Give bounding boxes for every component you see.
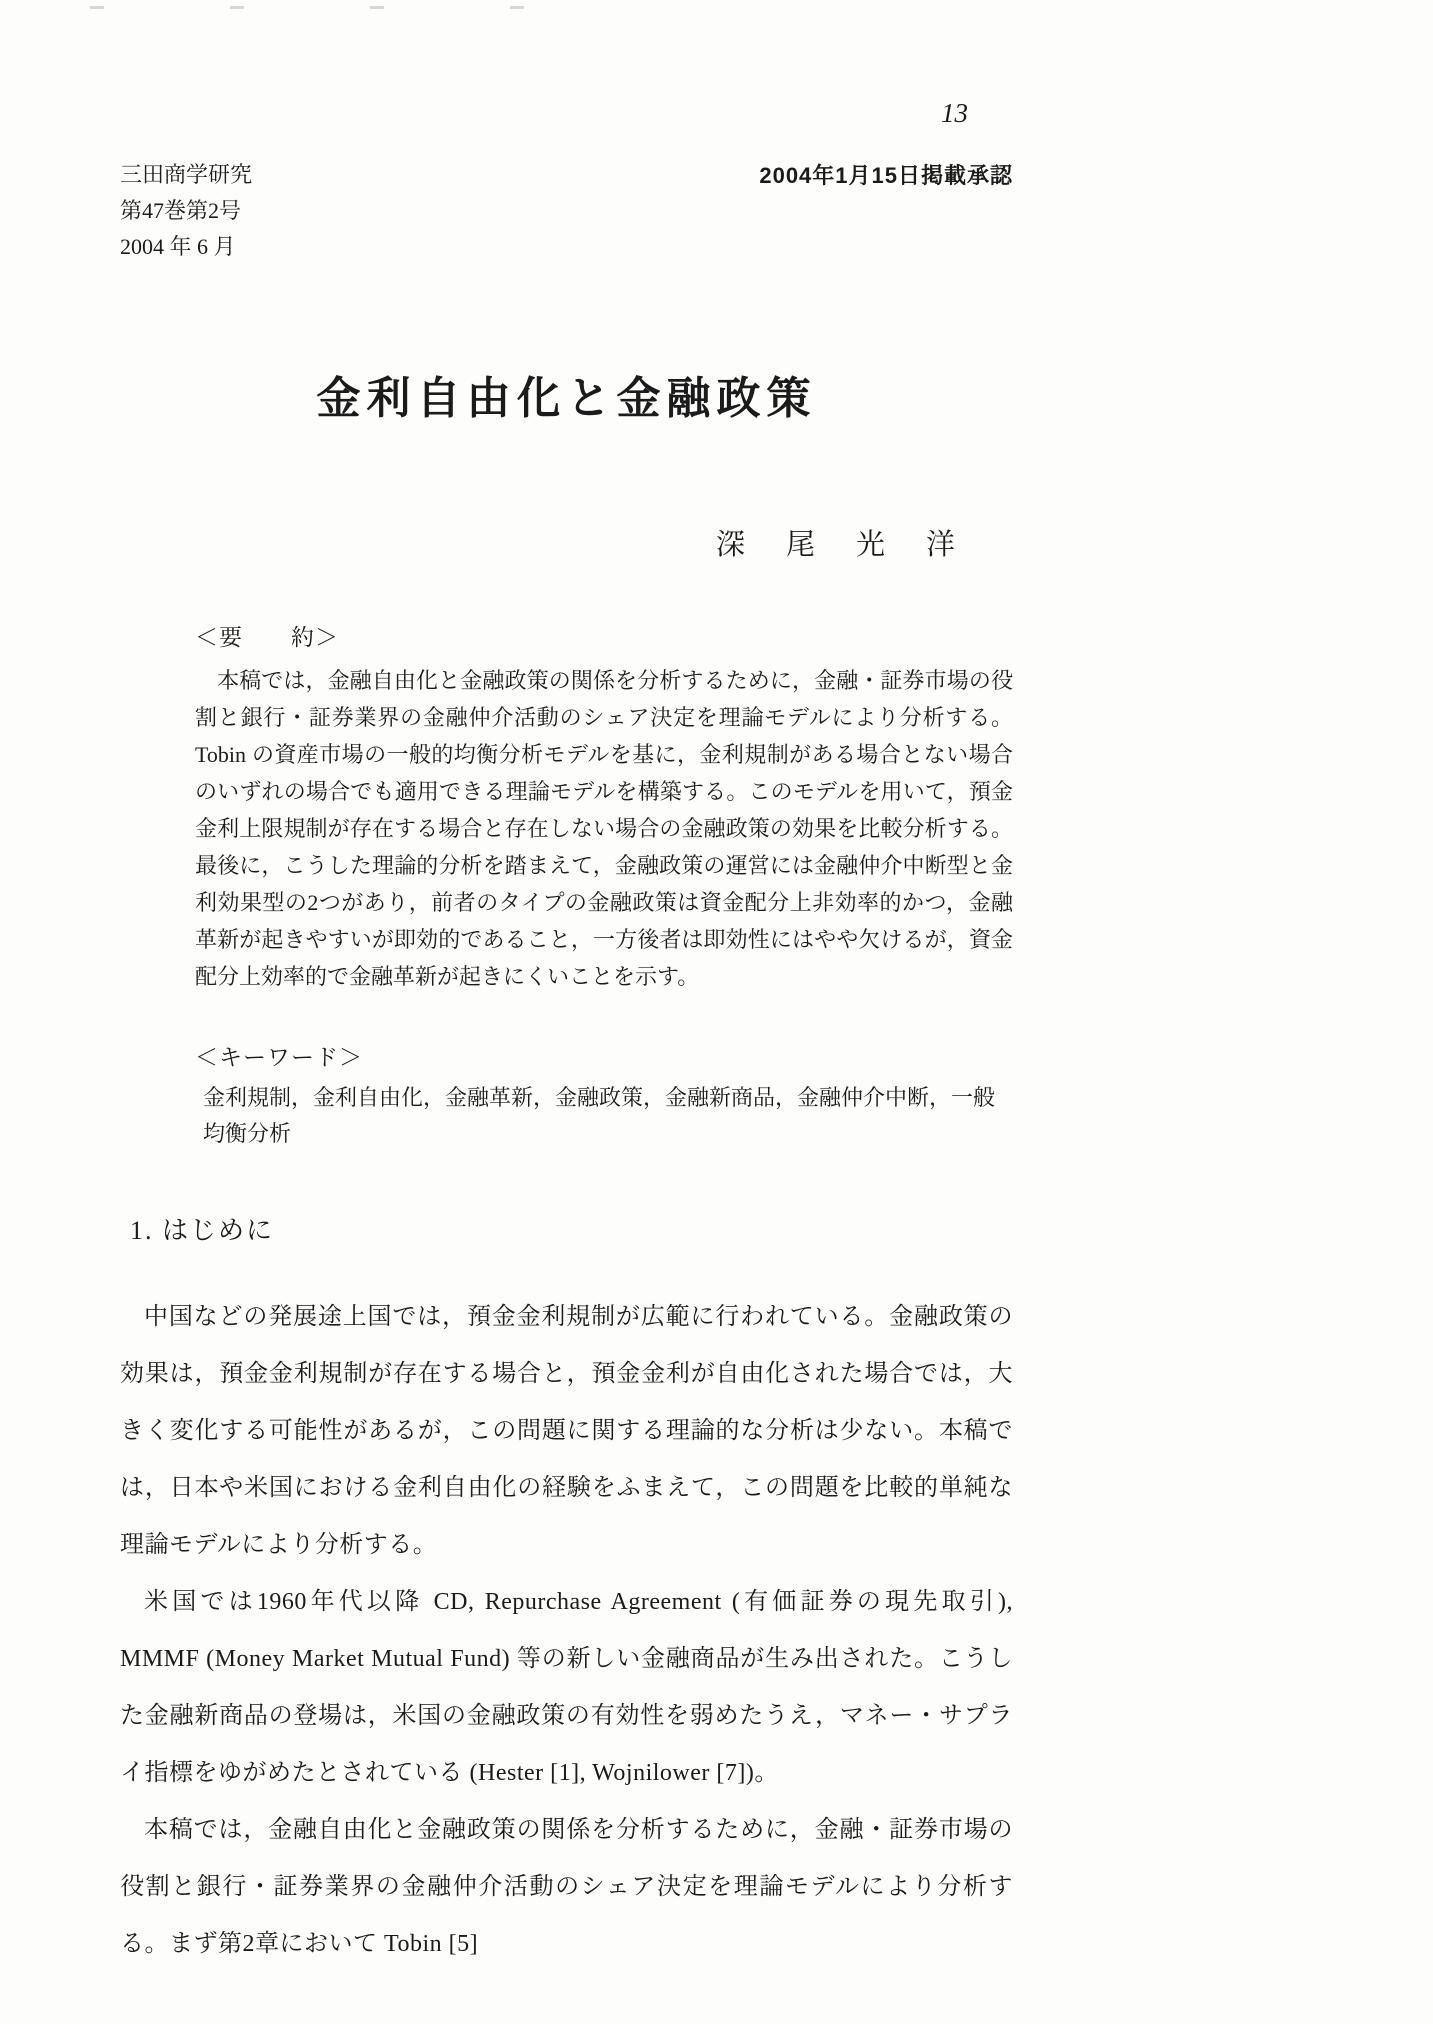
body-paragraph-3: 本稿では，金融自由化と金融政策の関係を分析するために，金融・証券市場の役割と銀行・証券業界の金融仲介活動のシェア決定を理論モデルにより分析する。まず第2章において Tobin [5] — [120, 1816, 1013, 1957]
body-paragraph-1: 中国などの発展途上国では，預金金利規制が広範に行われている。金融政策の効果は，預金金利規制が存在する場合と，預金金利が自由化された場合では，大きく変化する可能性があるが，この問題に関する理論的な分析は少ない。本稿では，日本や米国における金利自由化の経験をふまえて，この問題を比較的単純な理論モデルにより分析する。 — [120, 1303, 1013, 1558]
body-paragraph-2: 米国では1960年代以降 CD, Repurchase Agreement (有価証券の現先取引), MMMF (Money Market Mutual Fund) 等の新しい金融商品が生み出された。こうした金融新商品の登場は，米国の金融政策の有効性を弱めたうえ，マネー・サプライ指標をゆがめたとされている (Hester [1], Wojnilower [7])。 — [120, 1588, 1013, 1786]
page-header — [120, 157, 1013, 265]
journal-info — [120, 157, 252, 265]
abstract-heading: ＜要 約＞ — [195, 624, 339, 650]
scan-artifact-marks — [90, 6, 650, 9]
author-name: 深 尾 光 洋 — [715, 528, 961, 561]
abstract-section — [195, 619, 1013, 995]
journal-issue-date: 2004 年 6 月 — [120, 234, 236, 259]
article-title: 金利自由化と金融政策 — [316, 374, 817, 423]
keywords-heading: ＜キーワード＞ — [195, 1044, 363, 1070]
keywords-section — [195, 1039, 1013, 1152]
section-1-heading: 1. はじめに — [130, 1215, 275, 1245]
journal-volume: 第47巻第2号 — [120, 198, 242, 223]
journal-name: 三田商学研究 — [120, 162, 253, 187]
keywords-list: 金利規制，金利自由化，金融革新，金融政策，金融新商品，金融仲介中断，一般均衡分析 — [203, 1084, 996, 1146]
page-number: 13 — [941, 98, 968, 128]
abstract-body: 本稿では，金融自由化と金融政策の関係を分析するために，金融・証券市場の役割と銀行・証券業界の金融仲介活動のシェア決定を理論モデルにより分析する。Tobin の資産市場の一般的均衡分析モデルを基に，金利規制がある場合とない場合のいずれの場合でも適用できる理論モデルを構築する。このモデルを用いて，預金金利上限規制が存在する場合と存在しない場合の金融政策の効果を比較分析する。最後に，こうした理論的分析を踏まえて，金融政策の運営には金融仲介中断型と金利効果型の2つがあり，前者のタイプの金融政策は資金配分上非効率的かつ，金融革新が起きやすいが即効的であること，一方後者は即効性にはやや欠けるが，資金配分上効率的で金融革新が起きにくいことを示す。 — [195, 667, 1013, 989]
publication-approval-note: 2004年1月15日掲載承認 — [759, 163, 1013, 188]
